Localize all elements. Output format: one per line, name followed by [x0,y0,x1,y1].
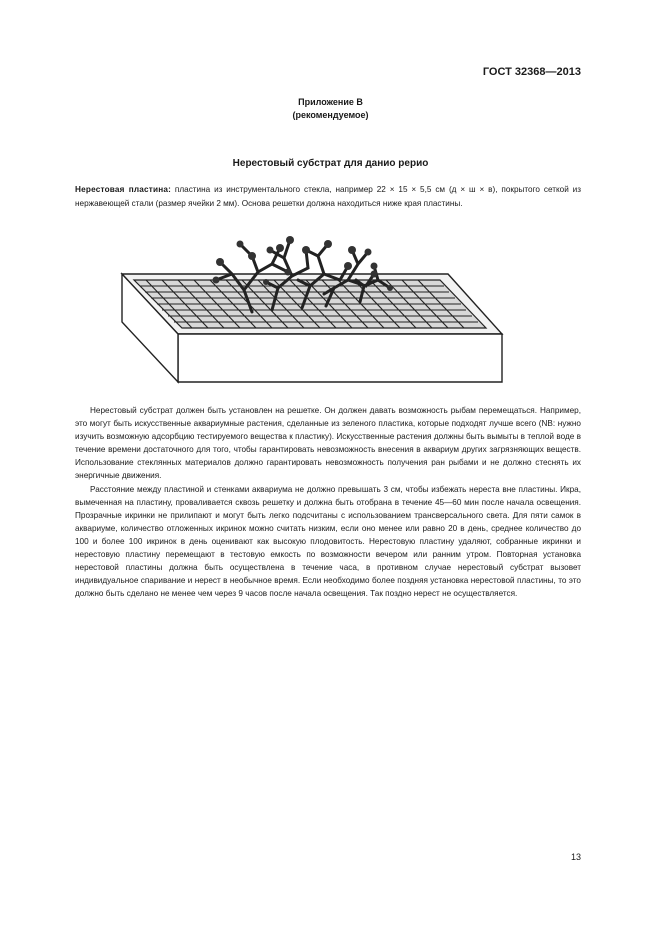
annex-status: (рекомендуемое) [292,110,369,120]
definition-term: Нерестовая пластина: [75,185,172,194]
section-title: Нерестовый субстрат для данио рерио [232,158,429,169]
definition-text: пластина из инструментального стекла, например 22 × 15 × 5,5 см (д × ш × в), покрытого сеткой из нержавеющей стали (размер ячейки 2 мм). Основа решетки должна находиться ниже края пластины. [75,185,581,208]
body-text [75,404,581,600]
annex-heading [0,96,661,122]
definition-paragraph [75,183,581,210]
annex-title: Приложение В [298,97,363,107]
body-paragraph-2: Расстояние между пластиной и стенками аквариума не должно превышать 3 см, чтобы избежать нереста вне пластины. Икра, вымеченная на пластину, проваливается сквозь решетку и должна быть отобрана в течение 45—60 мин после начала освещения. Прозрачные икринки не прилипают и могут быть легко подсчитаны с использованием трансверсального света. Для пяти самок в аквариуме, количество отложенных икринок можно считать низким, если оно менее или равно 20 в день, среднее количество до 100 и более 100 икринок в день оценивают как высокую плодовитость. Нерестовую пластину удаляют, собранные икринки и нерестовую пластину перемещают в тестовую емкость по возможности вечером или ранним утром. Повторная установка нерестовой пластины должна быть осуществлена в течение часа, в противном случае нерестовый субстрат вызовет индивидуальное спаривание и нерест в необычное время. Если необходимо более поздняя установка нерестовой пластины, то это должно быть сделано не менее чем через 9 часов после начала освещения. Так поздно нерест не осуществляется. [75,484,581,599]
standard-number: ГОСТ 32368—2013 [482,66,581,78]
spawning-plate-figure [112,222,512,390]
body-paragraph-1: Нерестовый субстрат должен быть установлен на решетке. Он должен давать возможность рыбам перемещаться. Например, это могут быть искусственные аквариумные растения, сделанные из зеленого пластика, которые подходят лучше всего (NB: нужно изучить возможную адсорбцию тестируемого вещества к пластику). Искусственные растения должны быть вымыты в теплой воде в течение времени достаточного для того, чтобы гарантировать невозможность внесения в аквариум других загрязняющих веществ. Использование стеклянных материалов должно гарантировать невозможность получения ран рыбами и не должно стеснять их энергичные движения. [75,406,581,481]
page-number: 13 [570,852,581,862]
